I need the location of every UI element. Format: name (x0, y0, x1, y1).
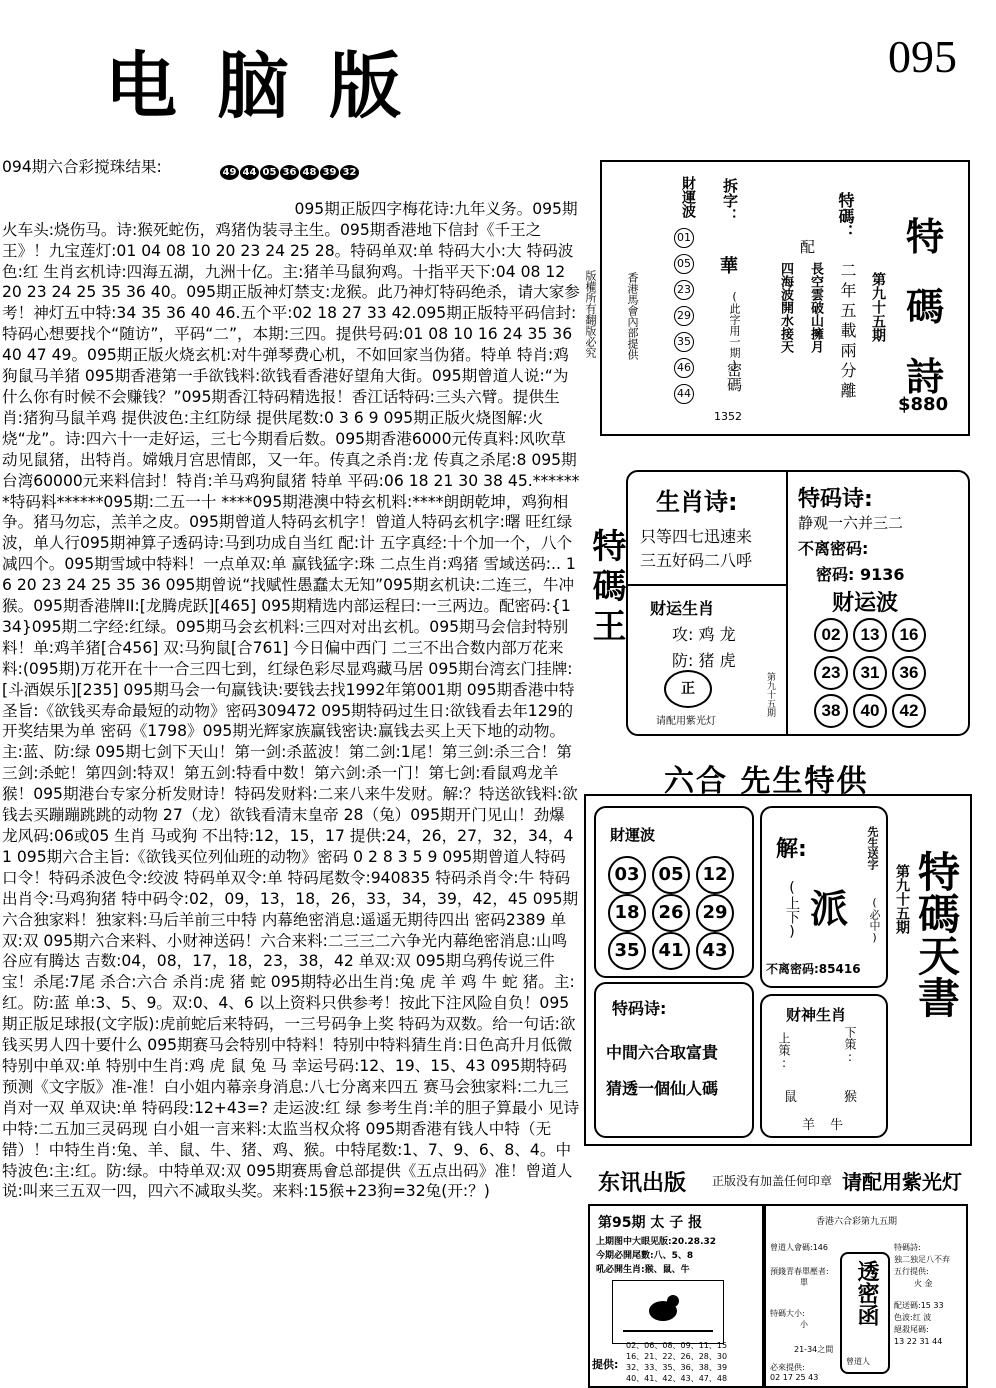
secret-size-value: 小 (800, 1320, 808, 1329)
mister-note: 先生送字 (866, 826, 879, 870)
wave-circle: 38 (814, 694, 848, 728)
result-ball: 44 (240, 165, 259, 180)
wave-circle: 02 (814, 618, 848, 652)
secret-five-value: 火 金 (914, 1279, 933, 1288)
secret-bank (770, 1266, 829, 1288)
wave-circle: 23 (814, 656, 848, 690)
bird-icon (613, 1281, 723, 1343)
stamp (664, 670, 712, 708)
page-title: 电脑版 (105, 43, 442, 128)
secret-code-value: 15 33 (920, 1301, 944, 1310)
chaizi-word: 華 (720, 256, 738, 277)
sixhe-poem-line-2: 猜透一個仙人碼 (606, 1079, 719, 1098)
fortune-title: 财运生肖 (650, 599, 715, 618)
wave-circle: 43 (696, 932, 734, 970)
sixhe-wave-grid (608, 856, 754, 970)
tema-label: 特碼： (836, 192, 855, 240)
prince-line-3: 吼必開生肖:猴、鼠、牛 (596, 1265, 690, 1275)
secret-issue-label: 曾道人會碼: (770, 1243, 813, 1252)
result-ball: 48 (300, 165, 319, 180)
zodiac-poem-line-2: 三五好码二八呼 (640, 551, 753, 570)
wealth-title: 财神生肖 (786, 1006, 847, 1024)
wave-number: 35 (674, 332, 694, 352)
king-box (626, 470, 970, 736)
main-text-column (2, 157, 580, 1202)
secret-issue-value: 146 (812, 1243, 828, 1252)
must-note: (必中) (868, 896, 881, 944)
wave-number: 23 (674, 280, 694, 300)
fortune-defend: 防: 猪 虎 (672, 651, 736, 670)
prince-line-2: 今期必開尾數:八、5、8 (596, 1251, 694, 1261)
wealth-zodiac-1: 鼠 (784, 1090, 798, 1105)
secret-size (770, 1308, 808, 1330)
wave-label: 財運波 (680, 176, 696, 218)
secret-must-value: 02 17 25 43 (770, 1373, 819, 1382)
prince-line-1: 上期图中大眼见版:20.28.32 (596, 1237, 717, 1247)
result-ball: 36 (280, 165, 299, 180)
wave-number: 01 (674, 228, 694, 248)
result-ball: 32 (340, 165, 359, 180)
secret-header: 香港六合彩第九五期 (816, 1217, 898, 1227)
secret-right (894, 1242, 964, 1348)
secret-nums-value: 13 22 31 44 (894, 1337, 943, 1346)
king-period: 第九十五期 (765, 672, 775, 717)
tema-poem-line-1: 静观一六并三二 (798, 514, 904, 532)
sixhe-poem-title: 特码诗: (612, 999, 667, 1018)
zodiac-poem-line-1: 只等四七迅速来 (640, 527, 753, 546)
wealth-up-label: 上 (777, 1032, 791, 1044)
wave-number: 46 (674, 358, 694, 378)
publisher: 东讯出版 (598, 1171, 687, 1196)
poem-box-title: 特碼詩 (905, 214, 944, 399)
secret-color (894, 1312, 964, 1324)
wealth-down-word: 策: (843, 1038, 857, 1064)
secret-bank-value: 單 (800, 1278, 808, 1287)
main-text-body: 095期正版四字梅花诗:九年义务。095期火车头:烧伤马。诗:猴死蛇伤，鸡猪伪装寻主生。095期香港地下信封《千王之王》！九宝莲灯:01 04 08 10 20 23 24 25 28。特码单双:单 特码大小:大 特码波色:红 生肖玄机诗:四海五湖，九洲十亿。主:猪羊马鼠狗鸡。十指平天下:04 08 12 20 23 24 25 35 36 40。095期正版神灯禁支:龙猴。此乃神灯特码绝杀，请大家参考！神灯五中特:34 35 36 40 46.五个平:02 18 27 33 42.095期正版特平码信封:特码心想要找个“随访”，平码“二”，本期:三四。提供号码:01 08 10 16 24 35 36 40 47 49。095期正版火烧玄机:对牛弹琴费心机，不如回家当伪猪。特单 特肖:鸡狗鼠马羊猪 095期香港第一手欲钱料:欲钱看香港好望角大街。095期曾道人说:“为什么你有时候不会赚钱？”095期香江特码精选报！香江话特码:三头六臂。提供生肖:猪狗马鼠羊鸡 提供波色:主红防绿 提供尾数:0 3 6 9 095期正版火烧图解:火烧“龙”。诗:四六十一走好运，三七今期看后数。095期香港6000元传真料:风吹草动见鼠猪，出特肖。嫦娥月宫思情郎，又一年。传真之杀肖:龙 传真之杀尾:8 095期台湾60000元来料信封！特肖:羊马鸡狗鼠猪 特单 平码:06 18 21 30 38 45.*******特码料******095期:二五一十 ****095期港澳中特玄机料:****朗朗乾坤，鸡狗相争。猪马勿忘，羔羊之皮。095期曾道人特码玄机字！曾道人特码玄机字:曙 旺红绿波，单人行095期神算子透码诗:马到功成自当红 配:计 五字真经:十个加一个，八个减四个。095期雪域中特料！一点单双:单 赢钱猛字:珠 二点生肖:鸡猪 雪域送码:.. 16 20 23 24 25 35 36 095期曾说“找赋性愚蠢太无知”095期玄机诀:二连三，牛冲猴。095期香港牌II:[龙腾虎跃][465] 095期精选内部运程曰:一三两边。配密码:{134}095期二字经:红绿。095期马会玄机料:三四对对出玄机。095期马会信封特别料！单:鸡羊猪[合456] 双:马狗鼠[合761] 今日偏中西门 二三不出合数内部万花来料:(095期)万花开在十一合三四七到，红绿色彩尽显鸡藏马居 095期台湾玄门挂牌:[斗酒娱乐][235] 095期马会一句赢钱诀:要钱去找1992年第001期 095期香港中特圣旨:《欲钱买寿命最短的动物》密码309472 095期特码过生日:欲钱看去年129的开奖结果为单 密码《1798》095期光辉家族赢钱密诀:赢钱去买上天下地的动物。主:蓝、防:绿 095期七剑下天山！第一剑:杀蓝波！第二剑:1尾！第三剑:杀三合！第三剑:杀蛇！第四剑:特双！第五剑:特看中数！第六剑:杀一门！第七剑:看鼠鸡龙羊猴！095期港台专家分析发财诗！特码发财料:二来八来牛发财。解:？特送欲钱料:欲钱去买蹦蹦跳跳的动物 27（龙）欲钱看清末皇帝 28（兔）095期开门见山！劲爆龙风码:06或05 生肖 马或狗 不出特:12，15，17 提供:24，26，27，32，34，41 095期六合主旨:《欲钱买位列仙班的动物》密码 0 2 8 3 5 9 095期曾道人特码口令！特码杀波色令:绞波 特码单双令:单 特码尾数令:940835 特码杀肖令:牛 特码出肖令:马鸡狗猪 特中码令:02，09，13，18，26，33，34，39，42，45 095期六合独家料！独家料:马后羊前三中特 内幕绝密消息:遥遥无期待四出 密码2389 单双:双 095期六合来料、小财神送码！六合来料:二三三二六争光内幕绝密消息:山鸣谷应有腾达 吉数:04，08，17，18，23，38，42 单双:双 095期乌鸦传说三件宝！杀尾:7尾 杀合:六合 杀肖:虎 猪 蛇 095期特必出生肖:兔 虎 羊 鸡 牛 蛇 猪。主:红。防:蓝 单:3、5、9。双:0、4、6 以上资料只供参考！按此下注风险自负！095期正版足球报(文字版):虎前蛇后来特码，一三号码争上奖 特码为双数。给一句话:欲钱买男人四十要什么 095期赛马会特别中特料！特别中特料猜生肖:日色高升月低微 特别中单双:单 特别中生肖:鸡 虎 鼠 兔 马 幸运号码:12、19、15、43 095期特码预测《文字版》准-准！白小姐内幕亲身消息:八七分离来四五 赛马会独家料:二九三肖对一双 单双诀:单 特码段:12+43=? 走运波:红 绿 参考生肖:羊的胆子算最小 见诗中特:二五加三灵码现 白小姐一言来料:太监当权众将 095期香港有钱人中特（无错）！中特生肖:兔、羊、鼠、牛、猪、鸡、猴。中特尾数:1、7、9、6、8、4。中特波色:主:红。防:绿。中特单双:双 095期赛馬會总部提供《五点出码》准！曾道人说:叫来三五双一四，四六不减取头奖。来料:15猴+23狗=32兔(开:？) (2, 199, 580, 1201)
wave-circle: 31 (853, 656, 887, 690)
wave-circle: 26 (652, 894, 690, 932)
sixhe-poem-line-1: 中間六合取富貴 (606, 1043, 719, 1062)
prince-row: 16、21、22、26、28、30 (626, 1352, 728, 1361)
tema-poem-title: 特码诗: (798, 487, 873, 512)
prince-row: 40、41、42、43、47、48 (626, 1374, 728, 1383)
wealth-up-word: 策: (777, 1044, 791, 1070)
wave-number: 29 (674, 306, 694, 326)
king-divider-h (628, 584, 786, 586)
stamp-text: 正 (681, 681, 695, 697)
notice: 正版没有加盖任何印章 (712, 1174, 833, 1188)
tema-poem-line-2: 不离密码: (798, 539, 869, 558)
secret-seg: 21-34之間 (794, 1345, 834, 1354)
chaizi-note: (此字用一期) (728, 290, 741, 371)
poem-box-code: 1352 (714, 410, 742, 423)
up-down-label: (上下) (784, 880, 800, 940)
sixhe-poem-panel (594, 982, 754, 1138)
secret-must-label: 必來提供: (770, 1363, 805, 1372)
secret-title: 透密函 (854, 1260, 880, 1326)
sixhe-side-title: 特碼天書 (912, 850, 961, 1018)
sixhe-header: 六合 先生特供 (664, 764, 869, 799)
prince-row: 32、33、35、36、38、39 (626, 1363, 728, 1372)
pei-label: 配 (800, 238, 816, 256)
king-wave-grid (814, 618, 964, 728)
secret-nums-label: 絕殺尾碼: (894, 1325, 929, 1334)
secret-must (770, 1362, 818, 1382)
poem-box-price: $880 (898, 394, 949, 415)
issue-number: 095 (888, 31, 957, 82)
fortune-attack: 攻: 鸡 龙 (672, 625, 736, 644)
result-ball: 49 (220, 165, 239, 180)
tema-code: 密码: 9136 (816, 565, 905, 584)
secret-size-label: 特碼大小: (770, 1309, 805, 1318)
wave-title: 财运波 (832, 591, 899, 616)
secret-sign: 曾道人 (846, 1357, 870, 1366)
sixhe-wave-title: 財運波 (610, 826, 656, 844)
wave-circle: 36 (892, 656, 926, 690)
sixhe-wealth-panel (760, 994, 888, 1138)
lamp-footer: 请配用紫光灯 (842, 1170, 962, 1194)
wave-circle: 16 (892, 618, 926, 652)
wealth-zodiac-4: 牛 (830, 1118, 844, 1133)
secret-code-label: 配送碼: (894, 1301, 921, 1310)
wave-circle: 18 (608, 894, 646, 932)
result-label: 094期六合彩搅珠结果: (2, 158, 162, 176)
prince-provide: 提供: (592, 1358, 619, 1371)
sixhe-wave-panel (594, 806, 754, 978)
wave-circle: 41 (652, 932, 690, 970)
prince-rows (626, 1340, 727, 1384)
wave-circle: 40 (853, 694, 887, 728)
wealth-down (842, 1026, 859, 1064)
king-side-title: 特碼王 (586, 528, 626, 648)
wave-circle: 05 (652, 856, 690, 894)
result-ball: 39 (320, 165, 339, 180)
wealth-down-label: 下 (843, 1026, 857, 1038)
pai-word: 派 (810, 886, 849, 931)
wave-circle: 42 (892, 694, 926, 728)
secret-box (764, 1204, 968, 1388)
tema-poem-box (600, 160, 970, 436)
prince-bird-illustration (612, 1280, 724, 1344)
prince-title: 第95期 太 子 报 (598, 1215, 703, 1231)
zodiac-poem-title: 生肖诗: (656, 488, 738, 516)
wave-circle: 35 (608, 932, 646, 970)
wave-circle: 03 (608, 856, 646, 894)
secret-title-panel (840, 1252, 890, 1374)
chaizi-suffix: 密碼 (725, 362, 743, 392)
tema-line-2: 長空雲破山擁月 (808, 262, 823, 353)
wave-circle: 12 (696, 856, 734, 894)
lamp-note: 请配用紫光灯 (656, 716, 716, 727)
secret-issue (770, 1242, 828, 1253)
wealth-zodiac-2: 猴 (844, 1090, 858, 1105)
sixhe-code: 不离密码:85416 (766, 962, 861, 976)
sixhe-box (584, 794, 972, 1146)
wealth-zodiac-3: 羊 (802, 1118, 816, 1133)
wave-numbers (674, 228, 698, 410)
prince-box (588, 1204, 764, 1388)
secret-five-label: 五行提供: (894, 1267, 929, 1276)
copyright-note: 版權所有翻版必究 (584, 270, 597, 358)
secret-color-label: 色波: (894, 1313, 913, 1322)
secret-code (894, 1300, 964, 1312)
secret-color-value: 红 波 (912, 1313, 932, 1322)
wealth-up (776, 1032, 793, 1070)
secret-poem-label: 特碼詩: (894, 1243, 921, 1252)
tema-line-3: 四海波開水接天 (778, 262, 793, 353)
prince-row: 02、06、08、09、11、15 (626, 1341, 728, 1350)
wave-circle: 29 (696, 894, 734, 932)
king-divider-v (786, 472, 788, 734)
poem-box-period: 第九十五期 (870, 272, 886, 342)
result-ball: 05 (260, 165, 279, 180)
sixhe-jie-panel (760, 806, 888, 988)
wave-circle: 13 (853, 618, 887, 652)
secret-poem-value: 独二独足八不弃 (894, 1255, 950, 1264)
secret-bank-label: 預錢青春單壓者: (770, 1267, 829, 1276)
wave-number: 05 (674, 254, 694, 274)
chaizi-label: 拆字： (721, 178, 739, 223)
wave-number: 44 (674, 384, 694, 404)
sixhe-period: 第九十五期 (894, 864, 910, 934)
source-note: 香港馬會內部提供 (626, 272, 639, 360)
tema-line-1: 二年五載兩分離 (838, 262, 857, 402)
result-balls (220, 160, 360, 180)
jie-label: 解: (776, 837, 807, 862)
